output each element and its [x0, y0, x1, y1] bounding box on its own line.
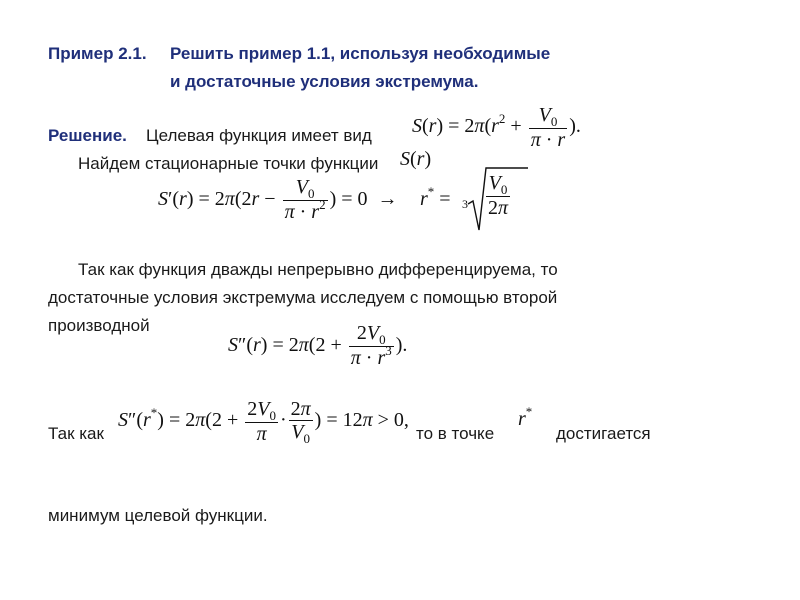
stationary-text: Найдем стационарные точки функции: [78, 154, 379, 173]
example-label: Пример 2.1.: [48, 44, 147, 63]
para2-prefix: Так как: [48, 424, 104, 443]
para2-last: минимум целевой функции.: [48, 506, 268, 525]
formula-r-star-point: r*: [518, 404, 533, 430]
para1-line3: производной: [48, 316, 150, 335]
formula-first-derivative: S′(r) = 2π(2r − $\frac{V_0}{\pi \cdot r^2}$ ) = 0 →: [158, 176, 398, 223]
formula-condition: S″(r*) = 2π(2 + $\frac{2V_0}{\pi}$ · $\frac{2\pi}{V_0}$ ) = 12π > 0,: [118, 398, 409, 446]
formula-objective: $S(r) = 2\pi(r^2$ + $\frac{V_0}{\pi \cdot r}$ ).: [412, 104, 581, 151]
formula-root-fraction: $\frac{V_0}{2\pi}$: [488, 172, 509, 219]
solution-text: Целевая функция имеет вид: [146, 126, 372, 145]
example-title-line1: Решить пример 1.1, используя необходимые: [170, 44, 551, 63]
solution-label: Решение.: [48, 126, 127, 145]
example-title-line2: и достаточные условия экстремума.: [170, 72, 479, 91]
svg-text:3: 3: [462, 197, 468, 211]
para2-middle: то в точке: [416, 424, 495, 443]
para1-line2: достаточные условия экстремума исследуем с помощью второй: [48, 288, 558, 307]
formula-r-star: r* =: [420, 184, 451, 210]
formula-s-of-r: S(r): [400, 148, 432, 170]
para2-suffix: достигается: [556, 424, 651, 443]
para1-line1: Так как функция дважды непрерывно дифференцируема, то: [78, 260, 558, 279]
formula-second-derivative: S″(r) = 2π(2 + $\frac{2V_0}{\pi \cdot r^3}$ ).: [228, 322, 408, 369]
